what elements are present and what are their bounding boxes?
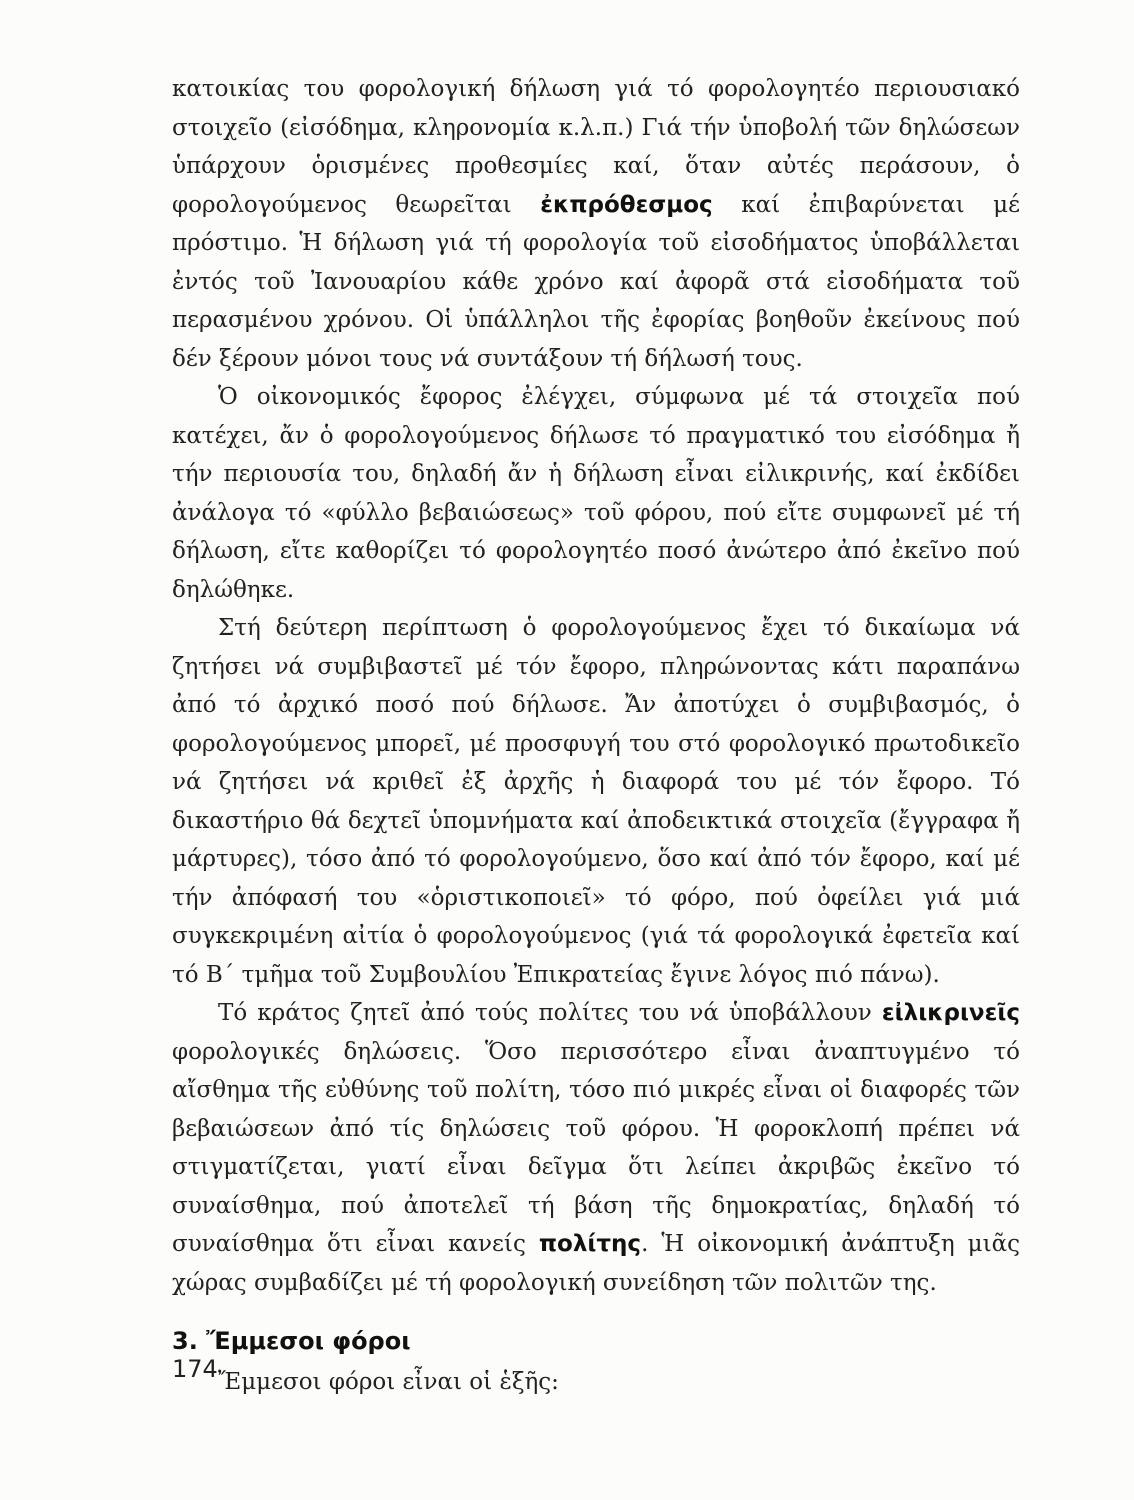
section-heading: 3. Ἔμμεσοι φόροι	[172, 1327, 411, 1355]
bold-term-polites: πολίτης	[538, 1231, 642, 1257]
paragraph-1-text-b: καί ἐπιβαρύνεται μέ πρόστιμο. Ἡ δήλωση γιά τή φορολογία τοῦ εἰσοδήματος ὑποβάλλεται ἐντός τοῦ Ἰανουαρίου κάθε χρόνο καί ἀφορᾶ στά εἰσοδήματα τοῦ περασμένου χρόνου. Οἱ ὑπάλληλοι τῆς ἐφορίας βοηθοῦν ἐκείνους πού δέν ξέρουν μόνοι τους νά συντάξουν τή δήλωσή τους.	[172, 191, 1021, 372]
paragraph-2: Ὁ οἰκονομικός ἔφορος ἐλέγχει, σύμφωνα μέ τά στοιχεῖα πού κατέχει, ἄν ὁ φορολογούμενος δήλωσε τό πραγματικό του εἰσόδημα ἤ τήν περιουσία του, δηλαδή ἄν ἡ δήλωση εἶναι εἰλικρινής, καί ἐκδίδει ἀνάλογα τό «φύλλο βεβαιώσεως» τοῦ φόρου, πού εἴτε συμφωνεῖ μέ τή δήλωση, εἴτε καθορίζει τό φορολογητέο ποσό ἀνώτερο ἀπό ἐκεῖνο πού δηλώθηκε.	[172, 384, 1020, 603]
paragraph-4-text-c: . Ἡ οἰκονομική ἀνάπτυξη μιᾶς χώρας συμβαδίζει μέ τή φορολογική συνείδηση τῶν πολιτῶν της.	[172, 1231, 1020, 1296]
bold-term-ekprothesmos: ἐκπρόθεσμος	[540, 191, 713, 218]
paragraph-1	[172, 70, 1020, 378]
page-number: 174	[172, 1355, 218, 1383]
bold-term-eilikrineis: εἰλικρινεῖς	[881, 1000, 1020, 1026]
paragraph-4-text-a: Τό κράτος ζητεῖ ἀπό τούς πολίτες του νά ὑποβάλλουν	[218, 1000, 882, 1026]
section-intro: Ἔμμεσοι φόροι εἶναι οἱ ἑξῆς:	[218, 1368, 559, 1395]
body-text	[172, 70, 1020, 1401]
paragraph-4-text-b: φορολογικές δηλώσεις. Ὅσο περισσότερο εἶναι ἀναπτυγμένο τό αἴσθημα τῆς εὐθύνης τοῦ πολίτη, τόσο πιό μικρές εἶναι οἱ διαφορές τῶν βεβαιώσεων ἀπό τίς δηλώσεις τοῦ φόρου. Ἡ φοροκλοπή πρέπει νά στιγματίζεται, γιατί εἶναι δεῖγμα ὅτι λείπει ἀκριβῶς ἐκεῖνο τό συναίσθημα, πού ἀποτελεῖ τή βάση τῆς δημοκρατίας, δηλαδή τό συναίσθημα ὅτι εἶναι κανείς	[172, 1038, 1020, 1257]
paragraph-3: Στή δεύτερη περίπτωση ὁ φορολογούμενος ἔχει τό δικαίωμα νά ζητήσει νά συμβιβαστεῖ μέ τόν ἔφορο, πληρώνοντας κάτι παραπάνω ἀπό τό ἀρχικό ποσό πού δήλωσε. Ἄν ἀποτύχει ὁ συμβιβασμός, ὁ φορολογούμενος μπορεῖ, μέ προσφυγή του στό φορολογικό πρωτοδικεῖο νά ζητήσει νά κριθεῖ ἐξ ἀρχῆς ἡ διαφορά του μέ τόν ἔφορο. Τό δικαστήριο θά δεχτεῖ ὑπομνήματα καί ἀποδεικτικά στοιχεῖα (ἔγγραφα ἤ μάρτυρες), τόσο ἀπό τό φορολογούμενο, ὅσο καί ἀπό τόν ἔφορο, καί μέ τήν ἀπόφασή του «ὁριστικοποιεῖ» τό φόρο, πού ὀφείλει γιά μιά συγκεκριμένη αἰτία ὁ φορολογούμενος (γιά τά φορολογικά ἐφετεῖα καί τό Β΄ τμῆμα τοῦ Συμβουλίου Ἐπικρατείας ἔγινε λόγος πιό πάνω).	[172, 615, 1020, 988]
paragraph-1-text-a: κατοικίας του φορολογική δήλωση γιά τό φορολογητέο περιουσιακό στοιχεῖο (εἰσόδημα, κληρονομία κ.λ.π.) Γιά τήν ὑποβολή τῶν δηλώσεων ὑπάρχουν ὁρισμένες προθεσμίες καί, ὅταν αὐτές περάσουν, ὁ φορολογούμενος θεωρεῖται	[172, 76, 1020, 218]
paragraph-4	[172, 994, 1020, 1302]
